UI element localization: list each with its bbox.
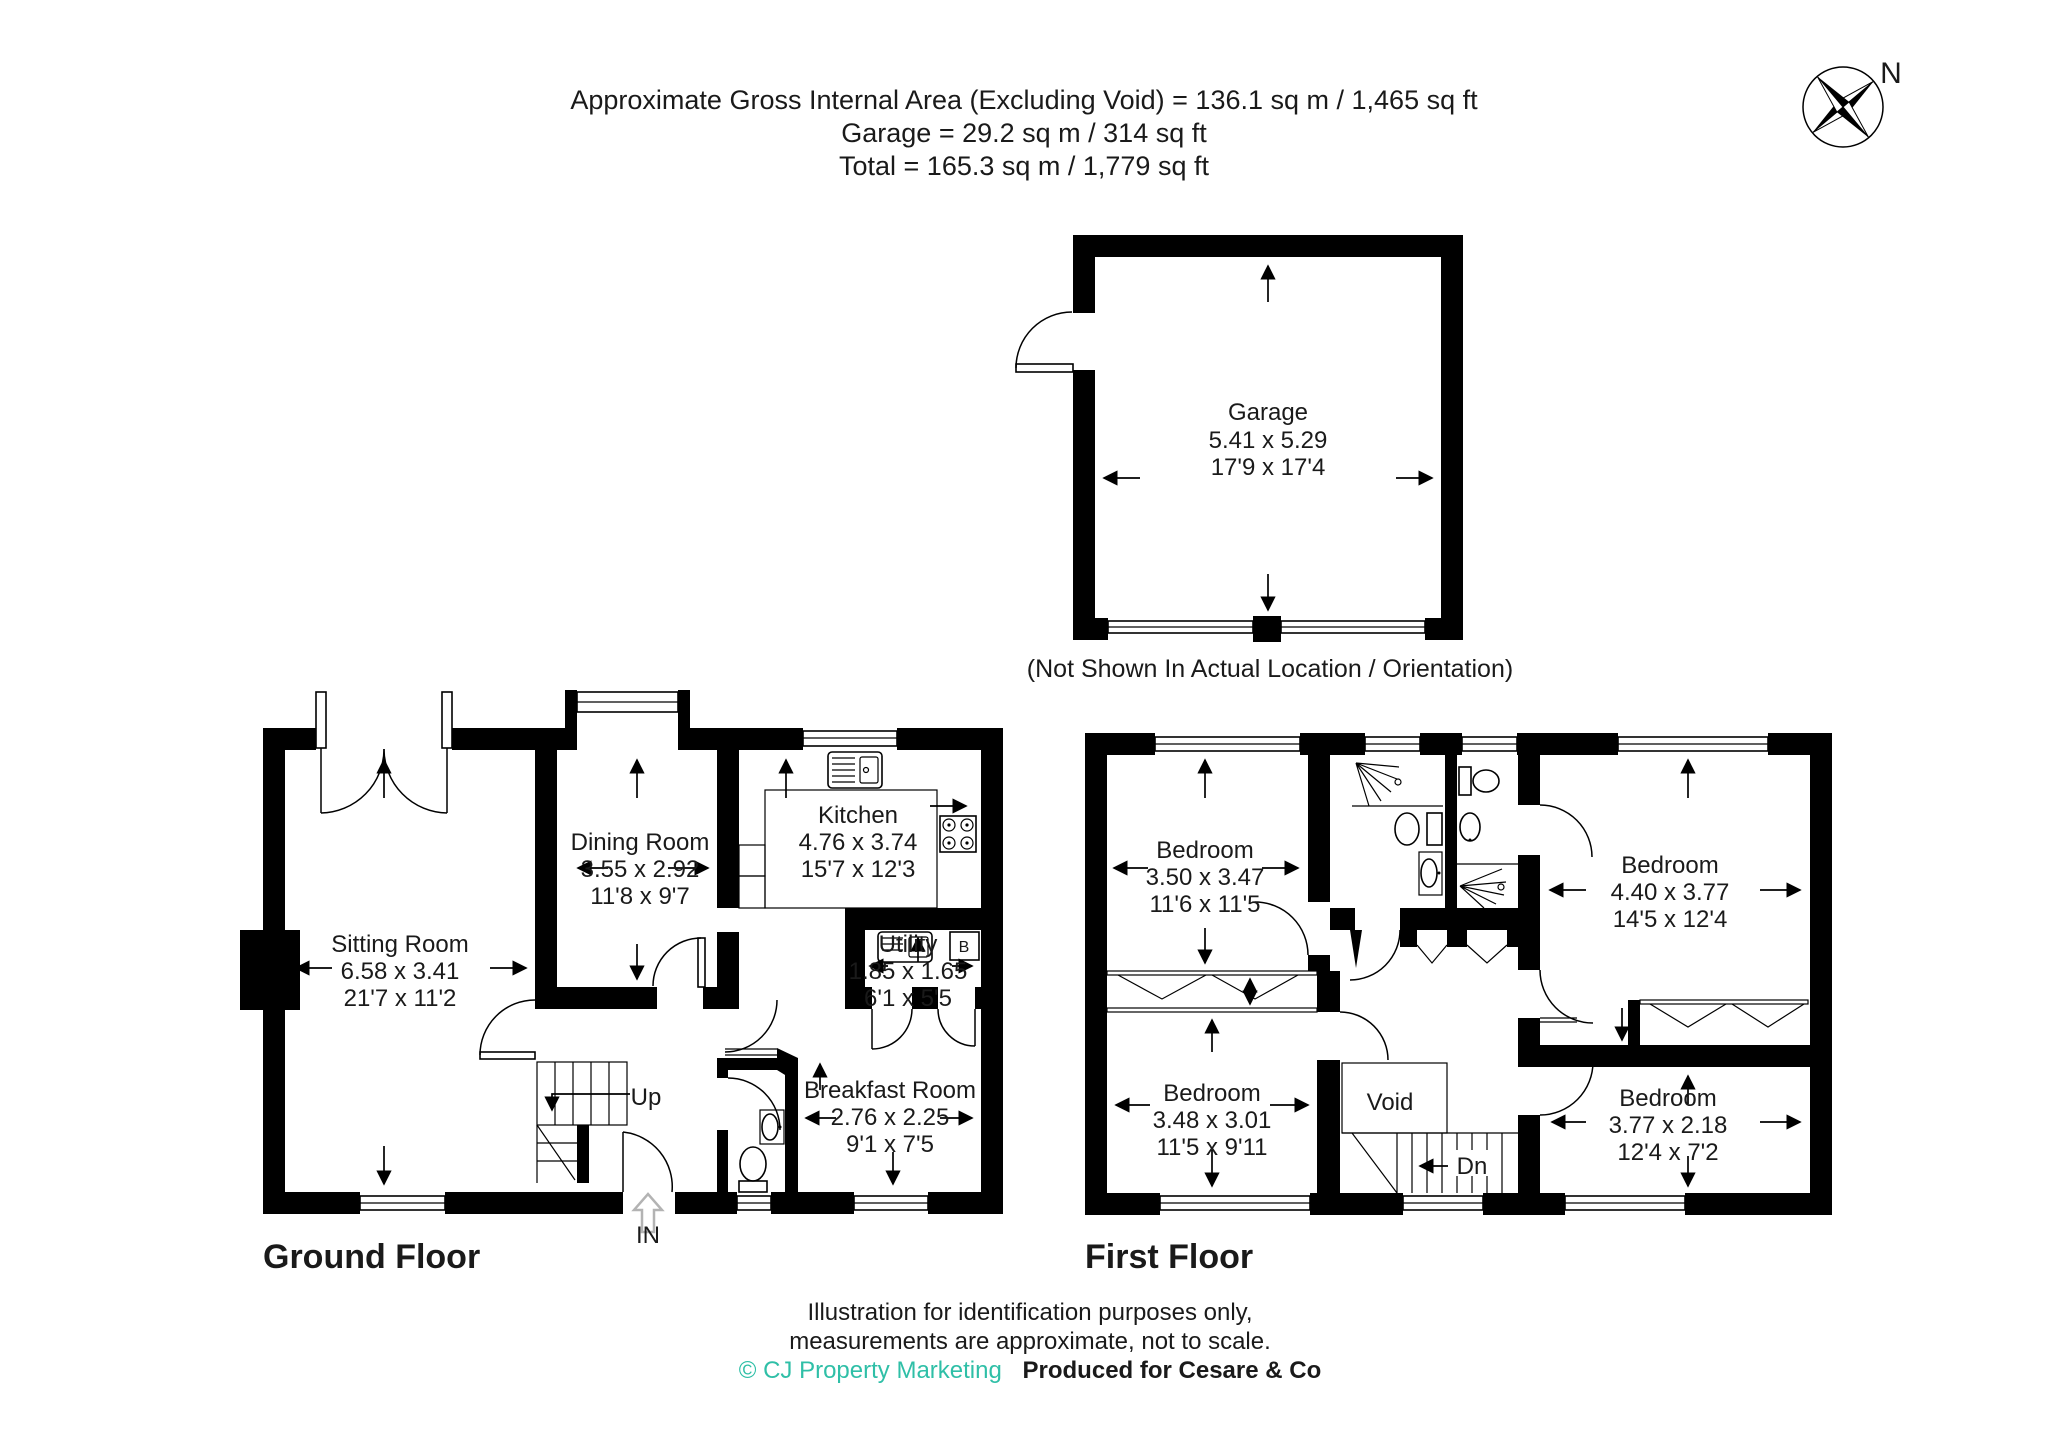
stairs-up-label: Up [630, 1084, 662, 1111]
kitchen-name: Kitchen [817, 802, 899, 829]
garage-dims-m: 5.41 x 5.29 [1208, 427, 1328, 454]
utility-name: Utility [878, 931, 938, 958]
disclaimer [0, 1298, 2048, 1385]
shower-icon [1352, 763, 1443, 806]
sitting-room-dims-ft: 21'7 x 11'2 [343, 985, 457, 1012]
ground-floor-plan [230, 678, 1025, 1249]
toilet-icon [1395, 813, 1442, 845]
kitchen-dims-m: 4.76 x 3.74 [798, 829, 918, 856]
dining-room-name: Dining Room [570, 829, 710, 856]
bedroom1-dims-m: 3.50 x 3.47 [1145, 864, 1265, 891]
ground-floor-title: Ground Floor [263, 1238, 481, 1276]
garage-dims-ft: 17'9 x 17'4 [1210, 454, 1326, 481]
ensuite-shower-icon [1457, 864, 1518, 908]
bedroom4-dims-ft: 12'4 x 7'2 [1617, 1139, 1719, 1166]
bedroom1-name: Bedroom [1156, 837, 1254, 864]
entrance-door-icon [623, 1132, 672, 1192]
garage-side-door-icon [1016, 312, 1073, 372]
room-label-dining [571, 829, 710, 910]
bedroom4-name: Bedroom [1619, 1085, 1717, 1112]
room-label-kitchen [799, 802, 918, 883]
first-floor-title: First Floor [1085, 1238, 1254, 1276]
gross-internal-area: Approximate Gross Internal Area (Excluding Void) = 136.1 sq m / 1,465 sq ft [570, 85, 1478, 115]
void-and-stairs-down [1342, 1063, 1518, 1193]
wc-fixtures [739, 1110, 784, 1192]
bathroom-fixtures [1352, 763, 1518, 908]
bedroom3-dims-m: 3.48 x 3.01 [1152, 1107, 1272, 1134]
garage-label [1209, 399, 1328, 481]
utility-dims-ft: 6'1 x 5'5 [864, 985, 952, 1012]
room-label-bedroom-4 [1609, 1085, 1728, 1166]
bedroom4-dims-m: 3.77 x 2.18 [1608, 1112, 1728, 1139]
sitting-room-name: Sitting Room [331, 931, 469, 958]
basin-icon [1419, 852, 1442, 895]
sitting-room-dims-m: 6.58 x 3.41 [340, 958, 460, 985]
garage-location-note: (Not Shown In Actual Location / Orientation) [1026, 655, 1514, 683]
bedroom2-dims-ft: 14'5 x 12'4 [1612, 906, 1728, 933]
room-label-bedroom-2 [1611, 852, 1730, 933]
breakfast-room-dims-ft: 9'1 x 7'5 [846, 1131, 934, 1158]
utility-dims-m: 1.85 x 1.65 [848, 958, 968, 985]
stairs-down-label: Dn [1456, 1153, 1488, 1180]
disclaimer-line1: Illustration for identification purposes only, [807, 1299, 1253, 1326]
bedroom3-name: Bedroom [1163, 1080, 1261, 1107]
boiler-label: B [958, 939, 970, 956]
kitchen-sink-icon [828, 752, 882, 788]
hob-icon [940, 816, 976, 852]
disclaimer-line2: measurements are approximate, not to scale. [789, 1328, 1271, 1355]
dining-bay-window [565, 690, 690, 728]
garage-area: Garage = 29.2 sq m / 314 sq ft [841, 118, 1207, 148]
compass-rose-icon [1788, 55, 1928, 175]
garage-plan [1000, 225, 1480, 650]
void-label: Void [1366, 1089, 1414, 1116]
dining-room-dims-m: 3.55 x 2.92 [580, 856, 700, 883]
breakfast-room-dims-m: 2.76 x 2.25 [830, 1104, 950, 1131]
dining-room-dims-ft: 11'8 x 9'7 [590, 883, 690, 910]
room-label-bedroom-1 [1146, 837, 1265, 918]
ensuite-toilet-icon [1459, 767, 1499, 795]
basin-icon [760, 1110, 784, 1144]
room-label-sitting [331, 931, 468, 1012]
toilet-icon [739, 1147, 767, 1192]
area-summary [0, 84, 2048, 183]
wardrobe-bifold-icons [1107, 945, 1808, 1027]
compass-north-label: N [1880, 57, 1902, 90]
room-label-bedroom-3 [1153, 1080, 1272, 1161]
boiler-box-icon [950, 932, 979, 960]
bedroom1-dims-ft: 11'6 x 11'5 [1149, 891, 1261, 918]
ensuite-basin-icon [1460, 813, 1480, 842]
first-floor-plan [1075, 723, 1847, 1228]
bedroom2-dims-m: 4.40 x 3.77 [1610, 879, 1730, 906]
breakfast-room-name: Breakfast Room [803, 1077, 977, 1104]
copyright-brand: © CJ Property Marketing [738, 1357, 1002, 1384]
total-area: Total = 165.3 sq m / 1,779 sq ft [839, 151, 1209, 181]
produced-for: Produced for Cesare & Co [1022, 1357, 1322, 1384]
entrance-label: IN [636, 1222, 660, 1249]
bedroom2-name: Bedroom [1621, 852, 1719, 879]
garage-name: Garage [1227, 399, 1309, 426]
credits-line [0, 1356, 2048, 1385]
kitchen-dims-ft: 15'7 x 12'3 [800, 856, 916, 883]
bedroom3-dims-ft: 11'5 x 9'11 [1156, 1134, 1268, 1161]
